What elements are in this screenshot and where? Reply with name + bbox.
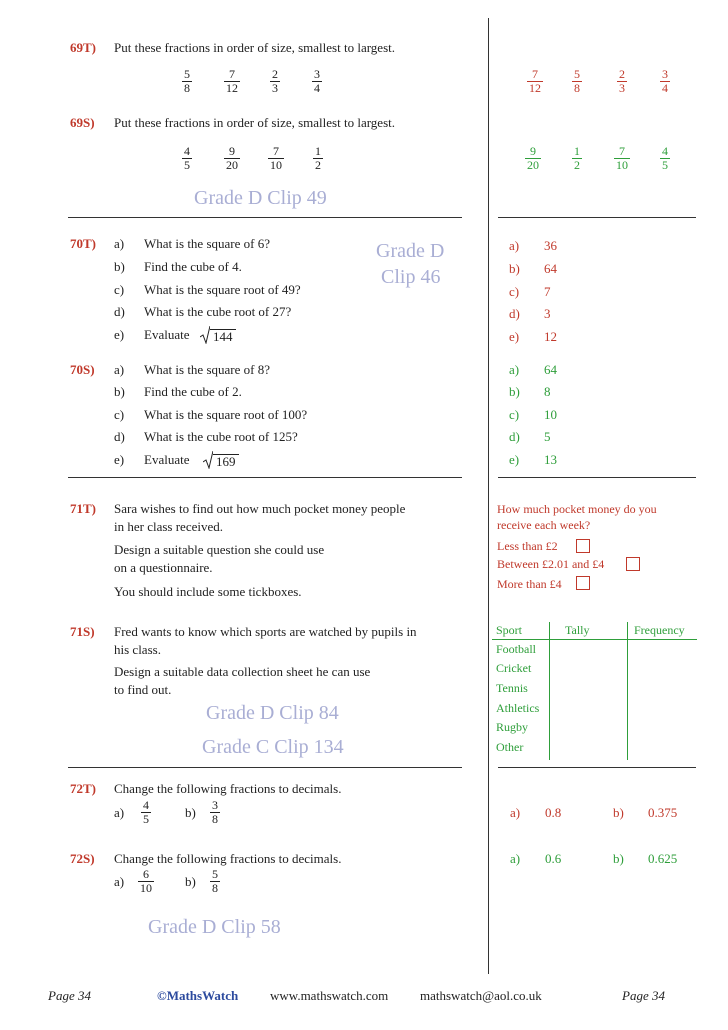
question-text: Change the following fractions to decimals. <box>114 851 342 866</box>
page-number: Page 34 <box>622 988 665 1003</box>
item-text: What is the square root of 49? <box>144 282 301 297</box>
grade-label: Clip 46 <box>381 266 441 288</box>
fraction: $\frac{5}{8}$ <box>212 867 218 895</box>
fraction: $\frac{7}{10}$ <box>270 144 282 172</box>
fraction: $\frac{3}{4}$ <box>314 67 320 95</box>
website-link[interactable]: www.mathswatch.com <box>270 988 389 1003</box>
fraction: $\frac{2}{3}$ <box>619 67 625 95</box>
fraction: $\frac{3}{8}$ <box>212 798 218 826</box>
item-text: Find the cube of 4. <box>144 259 242 274</box>
brand-name: ©MathsWatch <box>157 988 239 1003</box>
divider <box>498 767 696 768</box>
answer-label: d) <box>509 306 520 321</box>
answer-label: d) <box>509 429 520 444</box>
column-divider <box>488 18 489 974</box>
item-label: e) <box>114 327 125 342</box>
fraction: $\frac{6}{10}$ <box>140 867 152 895</box>
answer-question-line: receive each week? <box>497 518 591 532</box>
question-number: 69S) <box>70 115 95 130</box>
column-rule <box>549 622 550 760</box>
answer-value: 64 <box>544 261 557 276</box>
square-root: 144 <box>200 326 236 344</box>
answer-label: a) <box>510 851 521 866</box>
item-label: c) <box>114 407 125 422</box>
fraction: $\frac{3}{4}$ <box>662 67 668 95</box>
answer-value: 3 <box>544 306 551 321</box>
grade-label: Grade C Clip 134 <box>202 736 344 758</box>
answer-value: 13 <box>544 452 557 467</box>
answer-value: 0.625 <box>648 851 678 866</box>
question-text: Change the following fractions to decimals. <box>114 781 342 796</box>
grade-label: Grade D <box>376 240 445 262</box>
answer-value: 0.6 <box>545 851 562 866</box>
item-text: Evaluate <box>144 327 190 342</box>
question-line: in her class received. <box>114 519 224 534</box>
fraction: $\frac{5}{8}$ <box>574 67 580 95</box>
table-row: Football <box>496 642 537 656</box>
item-label: b) <box>185 805 196 820</box>
table-row: Cricket <box>496 661 532 675</box>
answer-label: b) <box>509 261 520 276</box>
fraction: $\frac{4}{5}$ <box>184 144 190 172</box>
fraction: $\frac{4}{5}$ <box>662 144 668 172</box>
item-text: What is the square of 8? <box>144 362 270 377</box>
answer-value: 7 <box>544 284 551 299</box>
item-label: a) <box>114 236 125 251</box>
header-rule <box>492 639 697 640</box>
radical-sign-icon <box>203 451 213 469</box>
item-label: b) <box>114 259 125 274</box>
tickbox[interactable] <box>576 539 590 553</box>
question-line: to find out. <box>114 682 172 697</box>
fraction: $\frac{1}{2}$ <box>315 144 321 172</box>
answer-label: b) <box>509 384 520 399</box>
question-number: 71S) <box>70 624 95 639</box>
item-text: What is the cube root of 125? <box>144 429 298 444</box>
option-label: More than £4 <box>497 577 562 591</box>
answer-value: 5 <box>544 429 551 444</box>
question-number: 69T) <box>70 40 96 55</box>
table-row: Athletics <box>496 701 540 715</box>
item-text: What is the square root of 100? <box>144 407 308 422</box>
divider <box>68 477 462 478</box>
question-text: Put these fractions in order of size, smallest to largest. <box>114 115 395 130</box>
question-line: Design a suitable question she could use <box>114 542 325 557</box>
item-label: c) <box>114 282 125 297</box>
table-row: Other <box>496 740 524 754</box>
question-number: 70T) <box>70 236 96 251</box>
question-number: 71T) <box>70 501 96 516</box>
fraction: $\frac{5}{8}$ <box>184 67 190 95</box>
answer-value: 36 <box>544 238 557 253</box>
item-text: What is the square of 6? <box>144 236 270 251</box>
answer-value: 0.8 <box>545 805 562 820</box>
answer-value: 12 <box>544 329 557 344</box>
tickbox[interactable] <box>626 557 640 571</box>
question-number: 72S) <box>70 851 95 866</box>
answer-label: a) <box>509 238 520 253</box>
question-line: Design a suitable data collection sheet he can use <box>114 664 371 679</box>
question-line: on a questionnaire. <box>114 560 213 575</box>
item-text: What is the cube root of 27? <box>144 304 292 319</box>
divider <box>68 767 462 768</box>
question-text: Put these fractions in order of size, smallest to largest. <box>114 40 395 55</box>
table-row: Rugby <box>496 720 529 734</box>
question-line: his class. <box>114 642 161 657</box>
column-header-sport: Sport <box>496 623 523 637</box>
question-number: 70S) <box>70 362 95 377</box>
answer-label: b) <box>613 805 624 820</box>
answer-value: 64 <box>544 362 557 377</box>
column-header-frequency: Frequency <box>634 623 685 637</box>
item-text: Find the cube of 2. <box>144 384 242 399</box>
item-label: b) <box>114 384 125 399</box>
fraction: $\frac{9}{20}$ <box>527 144 539 172</box>
question-line: Fred wants to know which sports are watched by pupils in <box>114 624 417 639</box>
answer-value: 8 <box>544 384 551 399</box>
fraction: $\frac{7}{12}$ <box>529 67 541 95</box>
item-label: a) <box>114 874 125 889</box>
divider <box>68 217 462 218</box>
column-header-tally: Tally <box>565 623 590 637</box>
fraction: $\frac{7}{10}$ <box>616 144 628 172</box>
answer-label: c) <box>509 407 520 422</box>
fraction: $\frac{2}{3}$ <box>272 67 278 95</box>
item-label: d) <box>114 304 125 319</box>
answer-label: e) <box>509 329 520 344</box>
item-label: a) <box>114 362 125 377</box>
item-text: Evaluate <box>144 452 190 467</box>
option-label: Less than £2 <box>497 539 558 553</box>
fraction: $\frac{1}{2}$ <box>574 144 580 172</box>
grade-label: Grade D Clip 58 <box>148 916 281 938</box>
item-label: e) <box>114 452 125 467</box>
square-root: 169 <box>203 451 239 469</box>
answer-label: b) <box>613 851 624 866</box>
item-label: d) <box>114 429 125 444</box>
fraction: $\frac{7}{12}$ <box>226 67 238 95</box>
answer-label: a) <box>510 805 521 820</box>
fraction: $\frac{9}{20}$ <box>226 144 238 172</box>
grade-label: Grade D Clip 49 <box>194 187 327 209</box>
tickbox[interactable] <box>576 576 590 590</box>
answer-question-line: How much pocket money do you <box>497 502 657 516</box>
table-row: Tennis <box>496 681 528 695</box>
item-label: b) <box>185 874 196 889</box>
fraction: $\frac{4}{5}$ <box>143 798 149 826</box>
grade-label: Grade D Clip 84 <box>206 702 339 724</box>
item-label: a) <box>114 805 125 820</box>
answer-label: e) <box>509 452 520 467</box>
answer-value: 0.375 <box>648 805 678 820</box>
question-number: 72T) <box>70 781 96 796</box>
answer-label: a) <box>509 362 520 377</box>
question-line: Sara wishes to find out how much pocket money people <box>114 501 406 516</box>
page-number: Page 34 <box>48 988 91 1003</box>
option-label: Between £2.01 and £4 <box>497 557 605 571</box>
divider <box>498 477 696 478</box>
email-link[interactable]: mathswatch@aol.co.uk <box>420 988 542 1003</box>
column-rule <box>627 622 628 760</box>
answer-value: 10 <box>544 407 557 422</box>
divider <box>498 217 696 218</box>
radical-sign-icon <box>200 326 210 344</box>
question-line: You should include some tickboxes. <box>114 584 302 599</box>
answer-label: c) <box>509 284 520 299</box>
